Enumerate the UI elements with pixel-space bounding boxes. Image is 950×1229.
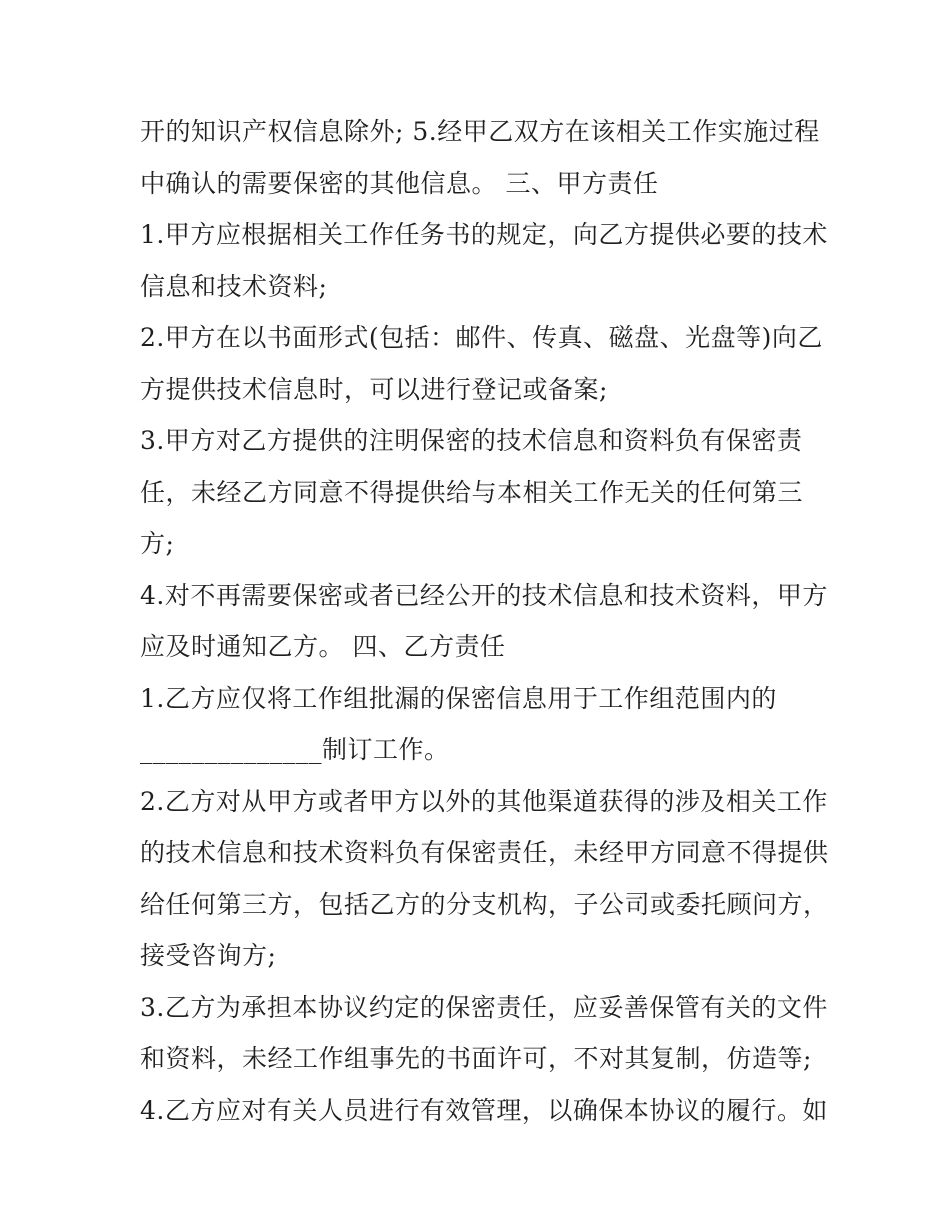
text-line: 4.乙方应对有关人员进行有效管理，以确保本协议的履行。如: [140, 1095, 828, 1125]
text-line: 方;: [140, 529, 175, 558]
text-line: 1.甲方应根据相关工作任务书的规定，向乙方提供必要的技术: [140, 220, 828, 249]
text-line: 信息和技术资料;: [140, 271, 328, 301]
text-line: 和资料，未经工作组事先的书面许可，不对其复制，仿造等;: [140, 1044, 812, 1073]
text-line: 4.对不再需要保密或者已经公开的技术信息和技术资料，甲方: [140, 580, 828, 610]
text-line: 的技术信息和技术资料负有保密责任，未经甲方同意不得提供: [140, 838, 829, 867]
text-line: 方提供技术信息时，可以进行登记或备案;: [140, 374, 608, 404]
text-line: 给任何第三方，包括乙方的分支机构，子公司或委托顾问方，: [140, 889, 829, 919]
text-line: ______________制订工作。: [140, 735, 450, 764]
text-line: 任，未经乙方同意不得提供给与本相关工作无关的任何第三: [140, 477, 804, 507]
text-line: 3.甲方对乙方提供的注明保密的技术信息和资料负有保密责: [140, 426, 803, 455]
text-line: 开的知识产权信息除外; 5.经甲乙双方在该相关工作实施过程: [140, 117, 820, 146]
text-line: 接受咨询方;: [140, 941, 277, 970]
text-line: 2.乙方对从甲方或者甲方以外的其他渠道获得的涉及相关工作: [140, 786, 828, 816]
document-body: [140, 106, 829, 1136]
text-line: 中确认的需要保密的其他信息。 三、甲方责任: [140, 168, 659, 198]
text-line: 1.乙方应仅将工作组批漏的保密信息用于工作组范围内的: [140, 683, 777, 713]
text-line: 3.乙方为承担本协议约定的保密责任，应妥善保管有关的文件: [140, 992, 828, 1022]
text-line: 2.甲方在以书面形式(包括：邮件、传真、磁盘、光盘等)向乙: [140, 323, 823, 352]
text-line: 应及时通知乙方。 四、乙方责任: [140, 632, 506, 661]
